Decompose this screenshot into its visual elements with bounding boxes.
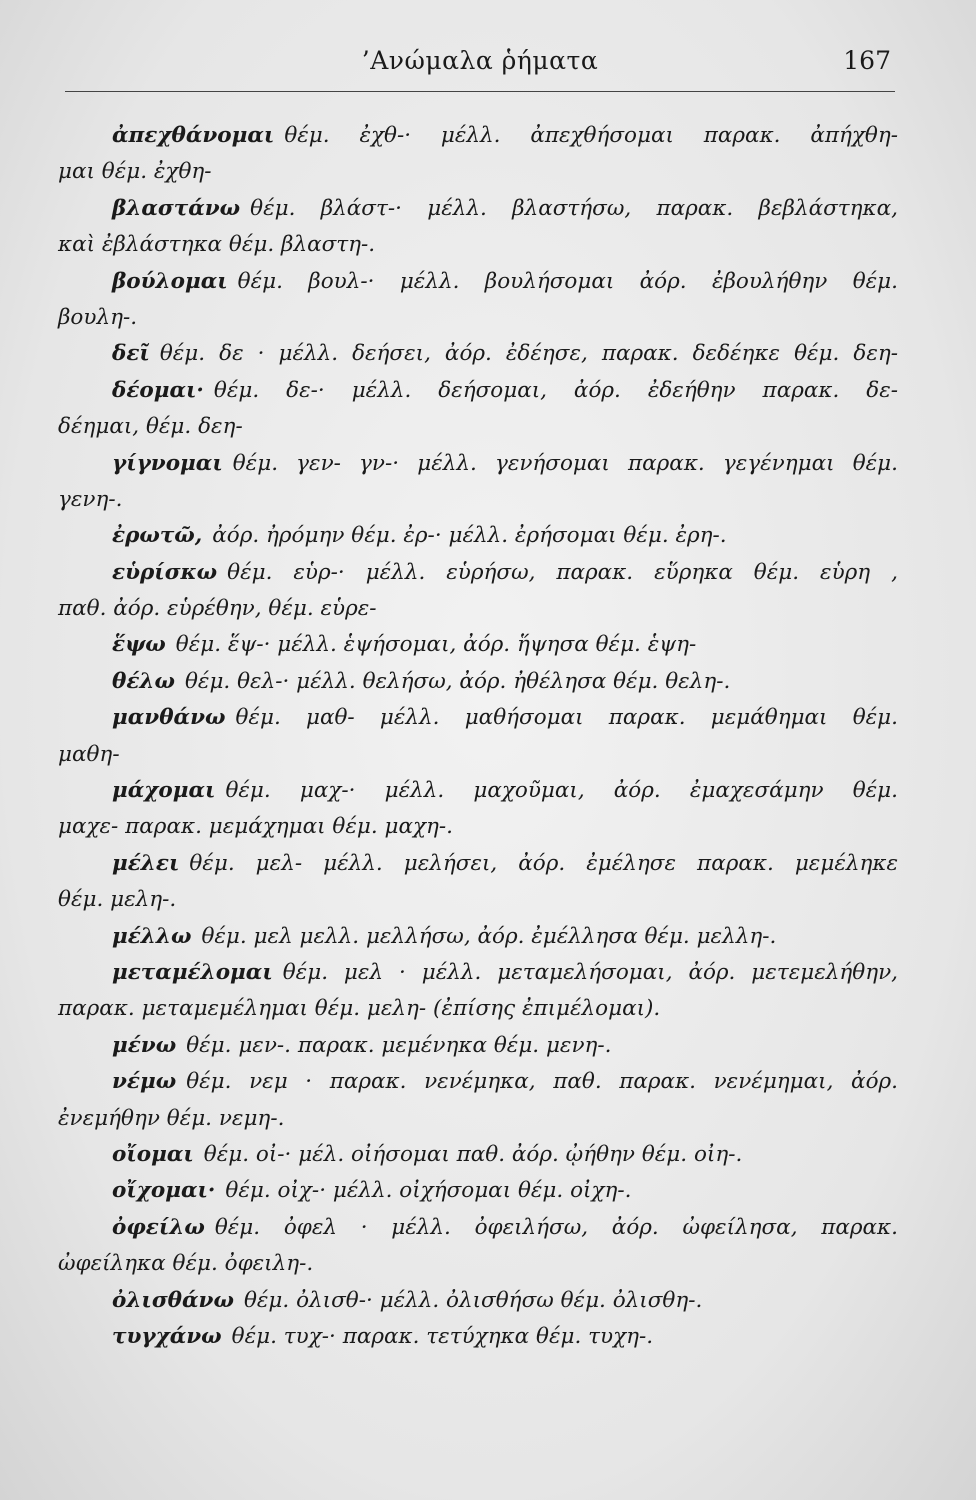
entry-line — [58, 555, 898, 591]
entry-text: θέμ. ἕψ-· μέλλ. ἑψήσομαι, ἀόρ. ἥψησα θέμ. ἑψη- — [175, 632, 697, 658]
entry-text: θέμ. βλάστ-· μέλλ. βλαστήσω, παρακ. βεβλάστηκα, — [250, 195, 898, 221]
entry-text: μαθη- — [58, 741, 120, 767]
entry-text: βουλη-. — [58, 304, 138, 330]
entry-text: γενη-. — [58, 486, 123, 512]
headword: μεταμέλομαι — [112, 959, 273, 985]
entry-text: θέμ. ὀλισθ-· μέλλ. ὀλισθήσω θέμ. ὀλισθη-. — [243, 1287, 703, 1313]
entry-text: θέμ. τυχ-· παρακ. τετύχηκα θέμ. τυχη-. — [231, 1323, 654, 1349]
entry-text: θέμ. ὀφελ · μέλλ. ὀφειλήσω, ἀόρ. ὠφείλησα, παρακ. — [214, 1214, 898, 1240]
entry-text: θέμ. μελ · μέλλ. μεταμελήσομαι, ἀόρ. μετεμελήθην, — [282, 959, 898, 985]
continuation-line — [58, 991, 898, 1027]
headword: ἕψω — [112, 632, 166, 658]
entry-text: θέμ. μαθ- μέλλ. μαθήσομαι παρακ. μεμάθημαι θέμ. — [235, 705, 898, 731]
entry-text: θέμ. οἰ-· μέλ. οἰήσομαι παθ. ἀόρ. ᾠήθην θέμ. οἰη-. — [203, 1141, 743, 1167]
entry-line — [58, 700, 898, 736]
entry-text: ὠφείληκα θέμ. ὀφειλη-. — [58, 1251, 314, 1277]
headword: δεῖ — [112, 341, 150, 367]
headword: βλαστάνω — [112, 195, 241, 221]
headword: οἴομαι — [112, 1141, 194, 1167]
entry-text: δέημαι, θέμ. δεη- — [58, 414, 243, 440]
continuation-line — [58, 882, 898, 918]
entry-line — [58, 1064, 898, 1100]
continuation-line — [58, 409, 898, 445]
header-rule — [65, 91, 895, 92]
headword: εὑρίσκω — [112, 559, 218, 585]
continuation-line — [58, 1246, 898, 1282]
continuation-line — [58, 809, 898, 845]
entry-text: θέμ. οἰχ-· μέλλ. οἰχήσομαι θέμ. οἰχη-. — [225, 1178, 632, 1204]
headword: θέλω — [112, 668, 175, 694]
headword: μένω — [112, 1032, 177, 1058]
headword: ὀφείλω — [112, 1214, 205, 1240]
entry-text: θέμ. θελ-· μέλλ. θελήσω, ἀόρ. ἠθέλησα θέμ. θελη-. — [184, 668, 731, 694]
entry-line — [58, 955, 898, 991]
entry-line — [58, 336, 898, 372]
entry-text: ἐνεμήθην θέμ. νεμη-. — [58, 1105, 285, 1131]
headword: οἴχομαι· — [112, 1178, 216, 1204]
entry-line — [58, 664, 898, 700]
entry-text: καὶ ἐβλάστηκα θέμ. βλαστη-. — [58, 232, 376, 258]
entry-line — [58, 118, 898, 154]
entry-line — [58, 1137, 898, 1173]
entry-line — [58, 846, 898, 882]
entry-text: θέμ. μεν-. παρακ. μεμένηκα θέμ. μενη-. — [186, 1032, 612, 1058]
headword: μέλει — [112, 850, 180, 876]
entry-text: μαι θέμ. ἐχθη- — [58, 159, 212, 185]
running-title: ’Ανώμαλα ῥήματα — [361, 46, 599, 75]
continuation-line — [58, 154, 898, 190]
entry-text: μαχε- παρακ. μεμάχημαι θέμ. μαχη-. — [58, 814, 454, 840]
headword: μέλλω — [112, 923, 192, 949]
entry-line — [58, 191, 898, 227]
continuation-line — [58, 1101, 898, 1137]
entry-line — [58, 773, 898, 809]
headword: νέμω — [112, 1069, 177, 1095]
running-header — [65, 42, 895, 82]
continuation-line — [58, 737, 898, 773]
entry-line — [58, 264, 898, 300]
headword: μάχομαι — [112, 778, 216, 804]
entry-text: παρακ. μεταμεμέλημαι θέμ. μελη- (ἐπίσης ἐπιμέλομαι). — [58, 996, 661, 1022]
continuation-line — [58, 591, 898, 627]
entry-text: θέμ. ἐχθ-· μέλλ. ἀπεχθήσομαι παρακ. ἀπήχθη- — [284, 123, 898, 148]
headword: γίγνομαι — [112, 450, 223, 476]
headword: τυγχάνω — [112, 1323, 222, 1349]
entry-line — [58, 518, 898, 554]
entry-text: θέμ. μελ- μέλλ. μελήσει, ἀόρ. ἐμέλησε παρακ. μεμέληκε — [189, 850, 898, 876]
headword: δέομαι· — [112, 377, 204, 403]
entry-text: παθ. ἀόρ. εὑρέθην, θέμ. εὑρε- — [58, 596, 377, 622]
entry-line — [58, 919, 898, 955]
verb-list — [58, 118, 898, 1355]
entry-text: θέμ. βουλ-· μέλλ. βουλήσομαι ἀόρ. ἐβουλήθην θέμ. — [237, 268, 898, 294]
entry-text: θέμ. δε-· μέλλ. δεήσομαι, ἀόρ. ἐδεήθην παρακ. δε- — [213, 377, 898, 403]
continuation-line — [58, 300, 898, 336]
entry-line — [58, 1173, 898, 1209]
entry-text: ἀόρ. ἠρόμην θέμ. ἐρ-· μέλλ. ἐρήσομαι θέμ. ἐρη-. — [212, 523, 727, 549]
headword: ἀπεχθάνομαι — [112, 123, 275, 148]
headword: βούλομαι — [112, 268, 228, 294]
entry-text: θέμ. μελη-. — [58, 887, 177, 913]
headword: ἐρωτῶ, — [112, 523, 203, 549]
entry-text: θέμ. δε · μέλλ. δεήσει, ἀόρ. ἐδέησε, παρακ. δεδέηκε θέμ. δεη- — [159, 341, 898, 367]
entry-text: θέμ. εὑρ-· μέλλ. εὑρήσω, παρακ. εὕρηκα θέμ. εὑρη , — [227, 559, 898, 585]
entry-text: θέμ. μελ μελλ. μελλήσω, ἀόρ. ἐμέλλησα θέμ. μελλη-. — [201, 923, 777, 949]
entry-line — [58, 1210, 898, 1246]
page-number: 167 — [843, 46, 891, 75]
entry-line — [58, 446, 898, 482]
entry-text: θέμ. νεμ · παρακ. νενέμηκα, παθ. παρακ. νενέμημαι, ἀόρ. — [186, 1069, 898, 1095]
entry-line — [58, 1028, 898, 1064]
headword: ὀλισθάνω — [112, 1287, 234, 1313]
headword: μανθάνω — [112, 705, 226, 731]
entry-text: θέμ. γεν- γν-· μέλλ. γενήσομαι παρακ. γεγένημαι θέμ. — [232, 450, 898, 476]
entry-line — [58, 373, 898, 409]
entry-line — [58, 1283, 898, 1319]
continuation-line — [58, 482, 898, 518]
entry-text: θέμ. μαχ-· μέλλ. μαχοῦμαι, ἀόρ. ἐμαχεσάμην θέμ. — [225, 778, 898, 804]
entry-line — [58, 627, 898, 663]
entry-line — [58, 1319, 898, 1355]
continuation-line — [58, 227, 898, 263]
